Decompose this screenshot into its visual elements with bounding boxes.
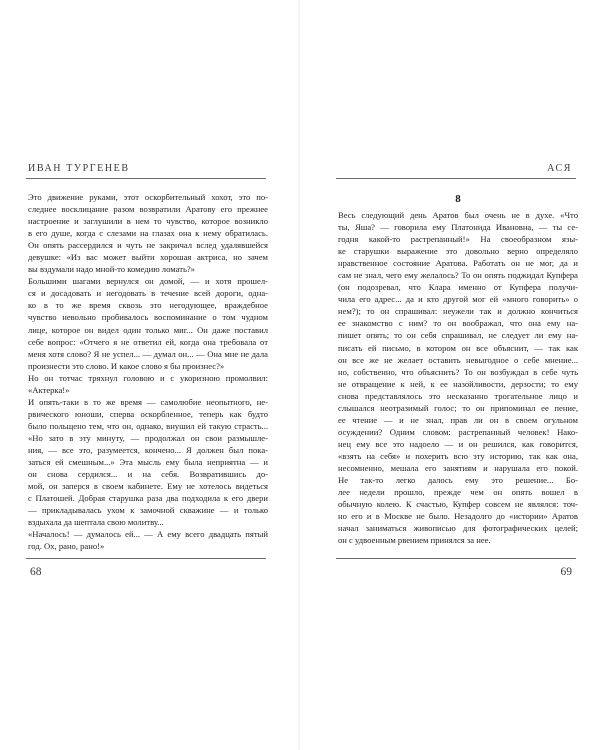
text-line: Но он тотчас тряхнул головою и с укоризною промолвил:: [28, 372, 268, 383]
text-line: несомненно, мешала его занятиям и нарушала его покой.: [338, 462, 578, 473]
text-line: рвического юноши, сперва оскорбленное, теперь как будто: [28, 408, 268, 419]
text-line: годня какой-то растрепанный!» На своеобразном язы-: [338, 234, 578, 245]
text-line: «Но зато в эту минуту, — продолжал он свои размышле-: [28, 432, 268, 443]
text-line: Большими шагами вернулся он домой, — и хотя прошел-: [28, 276, 268, 287]
text-line: — прикладывалась ухом к замочной скважине — и только: [28, 505, 268, 516]
right-page-text: [338, 191, 578, 546]
text-line: нец ему все это надоело — и он решился, как говорится,: [338, 438, 578, 449]
text-line: мой, он заперся в своем кабинете. Ему не хотелось видеться: [28, 481, 268, 492]
text-line: лице, которое он видел один только миг... Он даже поставил: [28, 324, 268, 335]
text-line: чувство невольно пробивалось воспоминание о том чудном: [28, 312, 268, 323]
text-line: ся и досадовать и негодовать в течение всей дороги, одна-: [28, 288, 268, 299]
text-line: в его душе, когда с слезами на глазах она к нему обратилась.: [28, 228, 268, 239]
text-line: с Платошей. Добрая старушка раза два подходила к его двери: [28, 493, 268, 504]
text-line: он все же не желает оставить невыгодное о себе мнение...: [338, 354, 578, 365]
header-rule: [336, 178, 576, 179]
running-head-author: ИВАН ТУРГЕНЕВ: [28, 163, 130, 174]
text-line: чила его адрес... да и кто другой мог ей «много говорить» о: [338, 294, 578, 305]
text-line: вы вздумали надо мной-то комедию ломать?»: [28, 264, 195, 275]
text-line: меня хотя слово? Я не успел... — думал он... — Она мне не дала: [28, 348, 268, 359]
text-line: год. Ох, рано, рано!»: [28, 541, 105, 552]
text-line: снова представлялось это несказанно трогательное лицо и: [338, 390, 578, 401]
text-line: Он опять рассердился и чуть не закричал вслед удалявшейся: [28, 240, 268, 251]
page-number: 68: [30, 566, 42, 578]
text-line: пишет опять; то он себя спрашивал, не следует ли ему на-: [338, 330, 578, 341]
text-line: обычную колею. К счастью, Купфер совсем не являлся: точ-: [338, 499, 578, 510]
text-line: настроение и заглушили в нем то чувство, которое возникло: [28, 216, 268, 227]
text-line: ке старушки выражение это довольно верно определяло: [338, 246, 578, 257]
text-line: ния, — все это, разумеется, кончено... Я должен был пока-: [28, 444, 268, 455]
text-line: И опять-таки в то же время — самолюбие неопытного, не-: [28, 396, 268, 407]
text-line: ко в то же время сквозь это негодующее, враждебное: [28, 300, 268, 311]
text-line: слышался неотразимый голос; то он припоминал ее пение,: [338, 402, 578, 413]
text-line: Не так-то легко далось ему это решение... Бо-: [338, 475, 578, 486]
chapter-number: 8: [455, 193, 461, 205]
text-line: следнее восклицание разом возвратили Аратову его прежнее: [28, 204, 268, 215]
text-line: ее знакомство с ним? то он воображал, что она ему на-: [338, 318, 578, 329]
text-line: он снова сердился... и на себя. Возвратившись до-: [28, 469, 268, 480]
text-line: было польщено тем, что он, однако, внушил ей такую страсть...: [28, 420, 268, 431]
footer-rule: [26, 558, 266, 559]
text-line: заться ей смешным...» Эта мысль ему была неприятна — и: [28, 457, 268, 468]
text-line: осуждении? Одним словом: растрепанный человек! Нако-: [338, 426, 578, 437]
page-number: 69: [560, 566, 572, 578]
text-line: лее недели прошло, прежде чем он опять вошел в: [338, 487, 578, 498]
text-line: ее чтение — и не знал, прав ли он в своем огульном: [338, 414, 578, 425]
text-line: не отвращение к ней, к ее назойливости, дерзости; то ему: [338, 378, 578, 389]
text-line: (он подозревал, что Клара именно от Купфера получи-: [338, 282, 578, 293]
text-line: вздыхала да шептала свою молитву...: [28, 517, 164, 528]
header-rule: [26, 178, 266, 179]
running-head-title: АСЯ: [547, 163, 572, 174]
text-line: нравственное состояние Аратова. Работать он не мог, да и: [338, 258, 578, 269]
text-line: себе вопрос: «Отчего я не ответил ей, когда она требовала от: [28, 336, 268, 347]
footer-rule: [336, 558, 576, 559]
text-line: нем?); то он спрашивал: неужели так и должно кончиться: [338, 306, 578, 317]
text-line: ты, Яша? — говорила ему Платонида Ивановна, — ты се-: [338, 222, 578, 233]
text-line: «взять на себя» и похерить всю эту историю, так как она,: [338, 450, 578, 461]
text-line: начал заниматься живописью для фотографических целей;: [338, 523, 578, 534]
text-line: произнести это слово. И какое слово я бы произнес?»: [28, 360, 225, 371]
text-line: но, собственно, что объяснить? То он возбуждал в себе чуть: [338, 366, 578, 377]
text-line: «Началось! — думалось ей... — А ему всего двадцать пятый: [28, 529, 268, 540]
text-line: Весь следующий день Аратов был очень не в духе. «Что: [338, 210, 578, 220]
text-line: сам не знал, чего ему желалось? То он опять поджидал Купфера: [338, 270, 578, 281]
text-line: он с удвоенным рвением принялся за нее.: [338, 535, 491, 546]
right-page: [300, 0, 600, 750]
text-line: писать ей письмо, в котором он все объяснит, — так как: [338, 342, 578, 353]
text-line: девушке: «Из вас может выйти хорошая актриса, но зачем: [28, 252, 268, 263]
left-page-text: [28, 191, 268, 552]
text-line: «Актерка!»: [28, 384, 70, 395]
text-line: но его и в Москве не было. Незадолго до «истории» Аратов: [338, 511, 578, 522]
text-line: Это движение руками, этот оскорбительный хохот, это по-: [28, 192, 268, 202]
